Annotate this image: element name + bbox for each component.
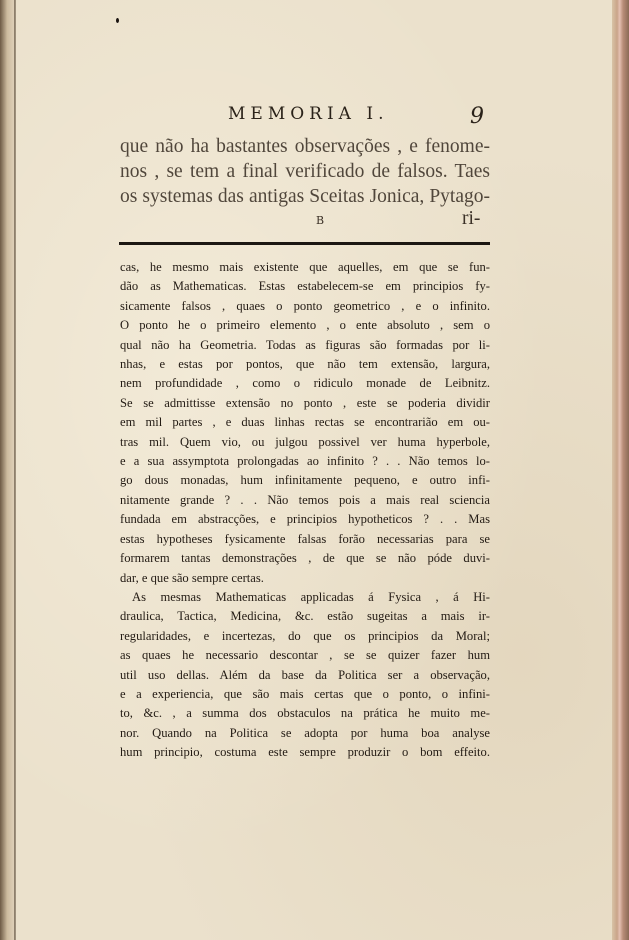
bleed-line: os systemas das antigas Sceitas Jonica, Pytago-: [120, 186, 490, 207]
text-line: dão as Mathematicas. Estas estabelecem-se em principios fy-: [120, 279, 490, 294]
bleed-line: nos , se tem a final verificado de falsos. Taes: [120, 161, 490, 182]
text-line: nor. Quando na Politica se adopta por huma boa analyse: [120, 725, 490, 740]
catchword: ri-: [462, 208, 481, 229]
text-line: dar, e que são sempre certas.: [120, 570, 264, 585]
text-line: formarem tantas demonstrações , de que se não póde duvi-: [120, 551, 490, 566]
text-line: em mil partes , e duas linhas rectas se encontrarião em ou-: [120, 415, 490, 430]
text-line: as quaes he necessario descontar , se se quizer fazer hum: [120, 648, 490, 663]
text-line: sicamente falsos , quaes o ponto geometrico , e o infinito.: [120, 298, 490, 313]
text-line: estas hypotheses fysicamente falsas forão necessarias para se: [120, 531, 490, 546]
bleed-line: que não ha bastantes observações , e fenome-: [120, 136, 490, 157]
ink-speck: [116, 18, 119, 23]
right-page-edge: [612, 0, 629, 940]
running-title: MEMORIA I.: [228, 104, 389, 124]
text-line: nitamente grande ? . . Não temos pois a mais real sciencia: [120, 492, 490, 507]
text-line: regularidades, e incertezas, do que os principios da Moral;: [120, 628, 490, 643]
text-line: draulica, Tactica, Medicina, &c. estão sugeitas a mais ir-: [120, 609, 490, 624]
text-line: util uso dellas. Além da base da Politica ser a observação,: [120, 667, 490, 682]
text-line: O ponto he o primeiro elemento , o ente absoluto , sem o: [120, 318, 490, 333]
text-line: fundada em abstracções, e principios hypotheticos ? . . Mas: [120, 512, 490, 527]
text-line: tras mil. Quem vio, ou julgou possivel ver huma hyperbole,: [120, 434, 490, 449]
text-line: As mesmas Mathematicas applicadas á Fysica , á Hi-: [132, 589, 490, 604]
text-line: e a experiencia, que são mais certas que o ponto, o infini-: [120, 686, 490, 701]
text-line: cas, he mesmo mais existente que aquelles, em que se fun-: [120, 260, 490, 274]
text-line: hum principio, costuma este sempre produzir o bom effeito.: [120, 745, 490, 760]
text-line: e a sua assymptota prolongadas ao infinito ? . . Não temos lo-: [120, 454, 490, 469]
text-line: to, &c. , a summa dos obstaculos na prática he muito me-: [120, 706, 490, 721]
page-number: 9: [470, 104, 484, 129]
bleed-through-text: [120, 134, 490, 209]
signature-mark: B: [316, 214, 325, 227]
text-line: go dous monadas, hum infinitamente pequeno, e outro infi-: [120, 473, 490, 488]
body-text: [120, 258, 490, 763]
horizontal-rule: [119, 242, 490, 245]
text-line: nem profundidade , como o ridiculo monade de Leibnitz.: [120, 376, 490, 391]
text-line: Se se admittisse extensão no ponto , este se poderia dividir: [120, 395, 490, 410]
text-line: qual não ha Geometria. Todas as figuras são formadas por li-: [120, 337, 490, 352]
text-line: nhas, e estas por pontos, que não tem extensão, largura,: [120, 357, 490, 372]
